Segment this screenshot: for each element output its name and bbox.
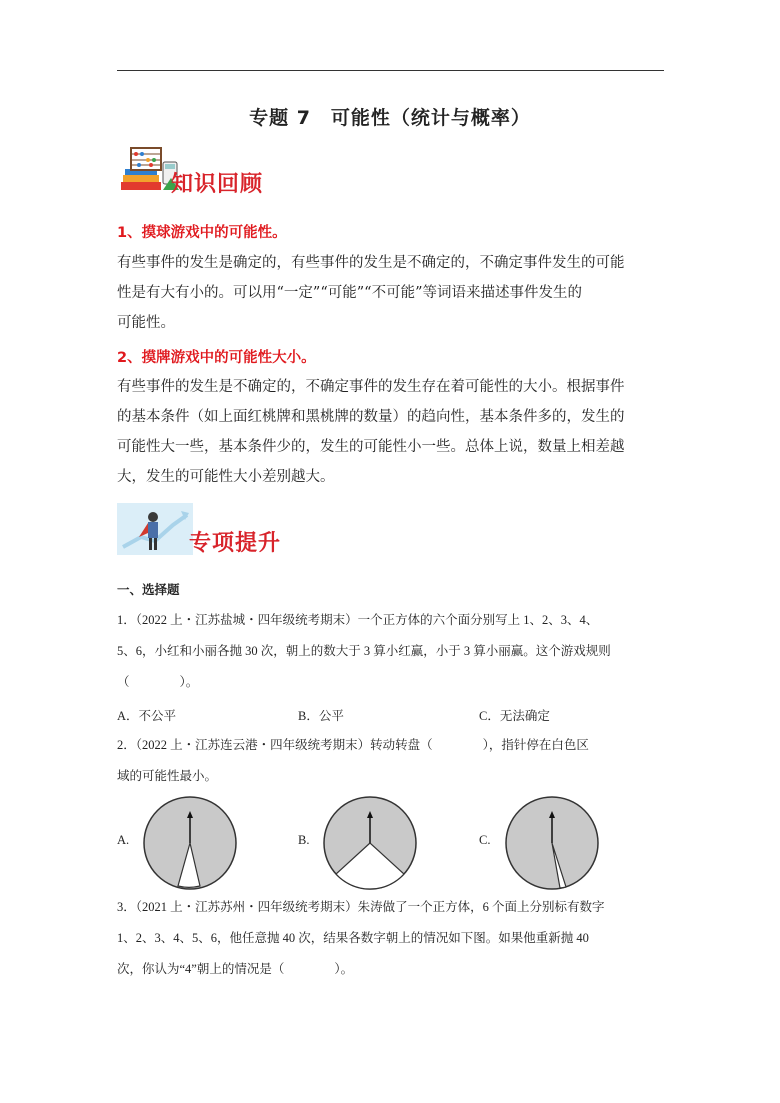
text-line: 次，你认为“4”朝上的情况是（ ）。 <box>117 962 354 976</box>
banner-knowledge-review <box>117 144 263 196</box>
text-line: 的基本条件（如上面红桃牌和黑桃牌的数量）的趋向性，基本条件多的，发生的 <box>117 409 625 425</box>
section-heading: 1、摸球游戏中的可能性。 <box>117 225 287 241</box>
text-line: 5、6，小红和小丽各抛 30 次，朝上的数大于 3 算小红赢，小于 3 算小丽赢。这个游戏规则 <box>117 644 611 658</box>
text-line: 2．（2022 上・江苏连云港・四年级统考期末）转动转盘（ ），指针停在白色区 <box>117 738 589 752</box>
q2-option-c-label: C. <box>479 833 491 847</box>
section-1-body <box>117 248 667 338</box>
question-2 <box>117 730 667 792</box>
text-line: 3．（2021 上・江苏苏州・四年级统考期末）朱涛做了一个正方体，6 个面上分别标有数字 <box>117 900 605 914</box>
text-line: 可能性。 <box>117 315 175 331</box>
text-line: 1．（2022 上・江苏盐城・四年级统考期末）一个正方体的六个面分别写上 1、2、3、4、 <box>117 613 599 627</box>
text-line: 有些事件的发生是确定的，有些事件的发生是不确定的，不确定事件发生的可能 <box>117 255 625 271</box>
q1-option-a: A．不公平 <box>117 709 177 723</box>
spinner-b <box>322 795 418 891</box>
spinner-c <box>504 795 600 891</box>
q1-option-c: C．无法确定 <box>479 709 550 723</box>
section-2 <box>117 346 667 367</box>
q2-option-b-label: B. <box>298 833 310 847</box>
question-1 <box>117 605 667 698</box>
q1-option-b: B．公平 <box>298 709 344 723</box>
text-line: 可能性大一些，基本条件少的，发生的可能性小一些。总体上说，数量上相差越 <box>117 439 625 455</box>
banner-special-improvement <box>117 503 281 555</box>
section-heading: 2、摸牌游戏中的可能性大小。 <box>117 350 316 366</box>
text-line: 有些事件的发生是不确定的，不确定事件的发生存在着可能性的大小。根据事件 <box>117 379 625 395</box>
growth-chart-person-icon <box>117 503 193 555</box>
header-rule <box>117 70 664 71</box>
question-3 <box>117 892 667 985</box>
text-line: 大，发生的可能性大小差别越大。 <box>117 469 335 485</box>
q2-option-a-label: A. <box>117 833 130 847</box>
section-1 <box>117 221 667 242</box>
text-line: 性是有大有小的。可以用“一定”“可能”“不可能”等词语来描述事件发生的 <box>117 285 582 301</box>
banner-title: 专项提升 <box>189 530 282 556</box>
section-2-body <box>117 372 667 492</box>
part-heading: 一、选择题 <box>117 582 180 597</box>
spinner-a <box>142 795 238 891</box>
text-line: 1、2、3、4、5、6，他任意抛 40 次，结果各数字朝上的情况如下图。如果他重新抛 40 <box>117 931 589 945</box>
text-line: （ ）。 <box>117 675 199 689</box>
text-line: 域的可能性最小。 <box>117 769 218 783</box>
banner-title: 知识回顾 <box>171 171 264 197</box>
page-title: 专题 7 可能性（统计与概率） <box>249 107 531 129</box>
